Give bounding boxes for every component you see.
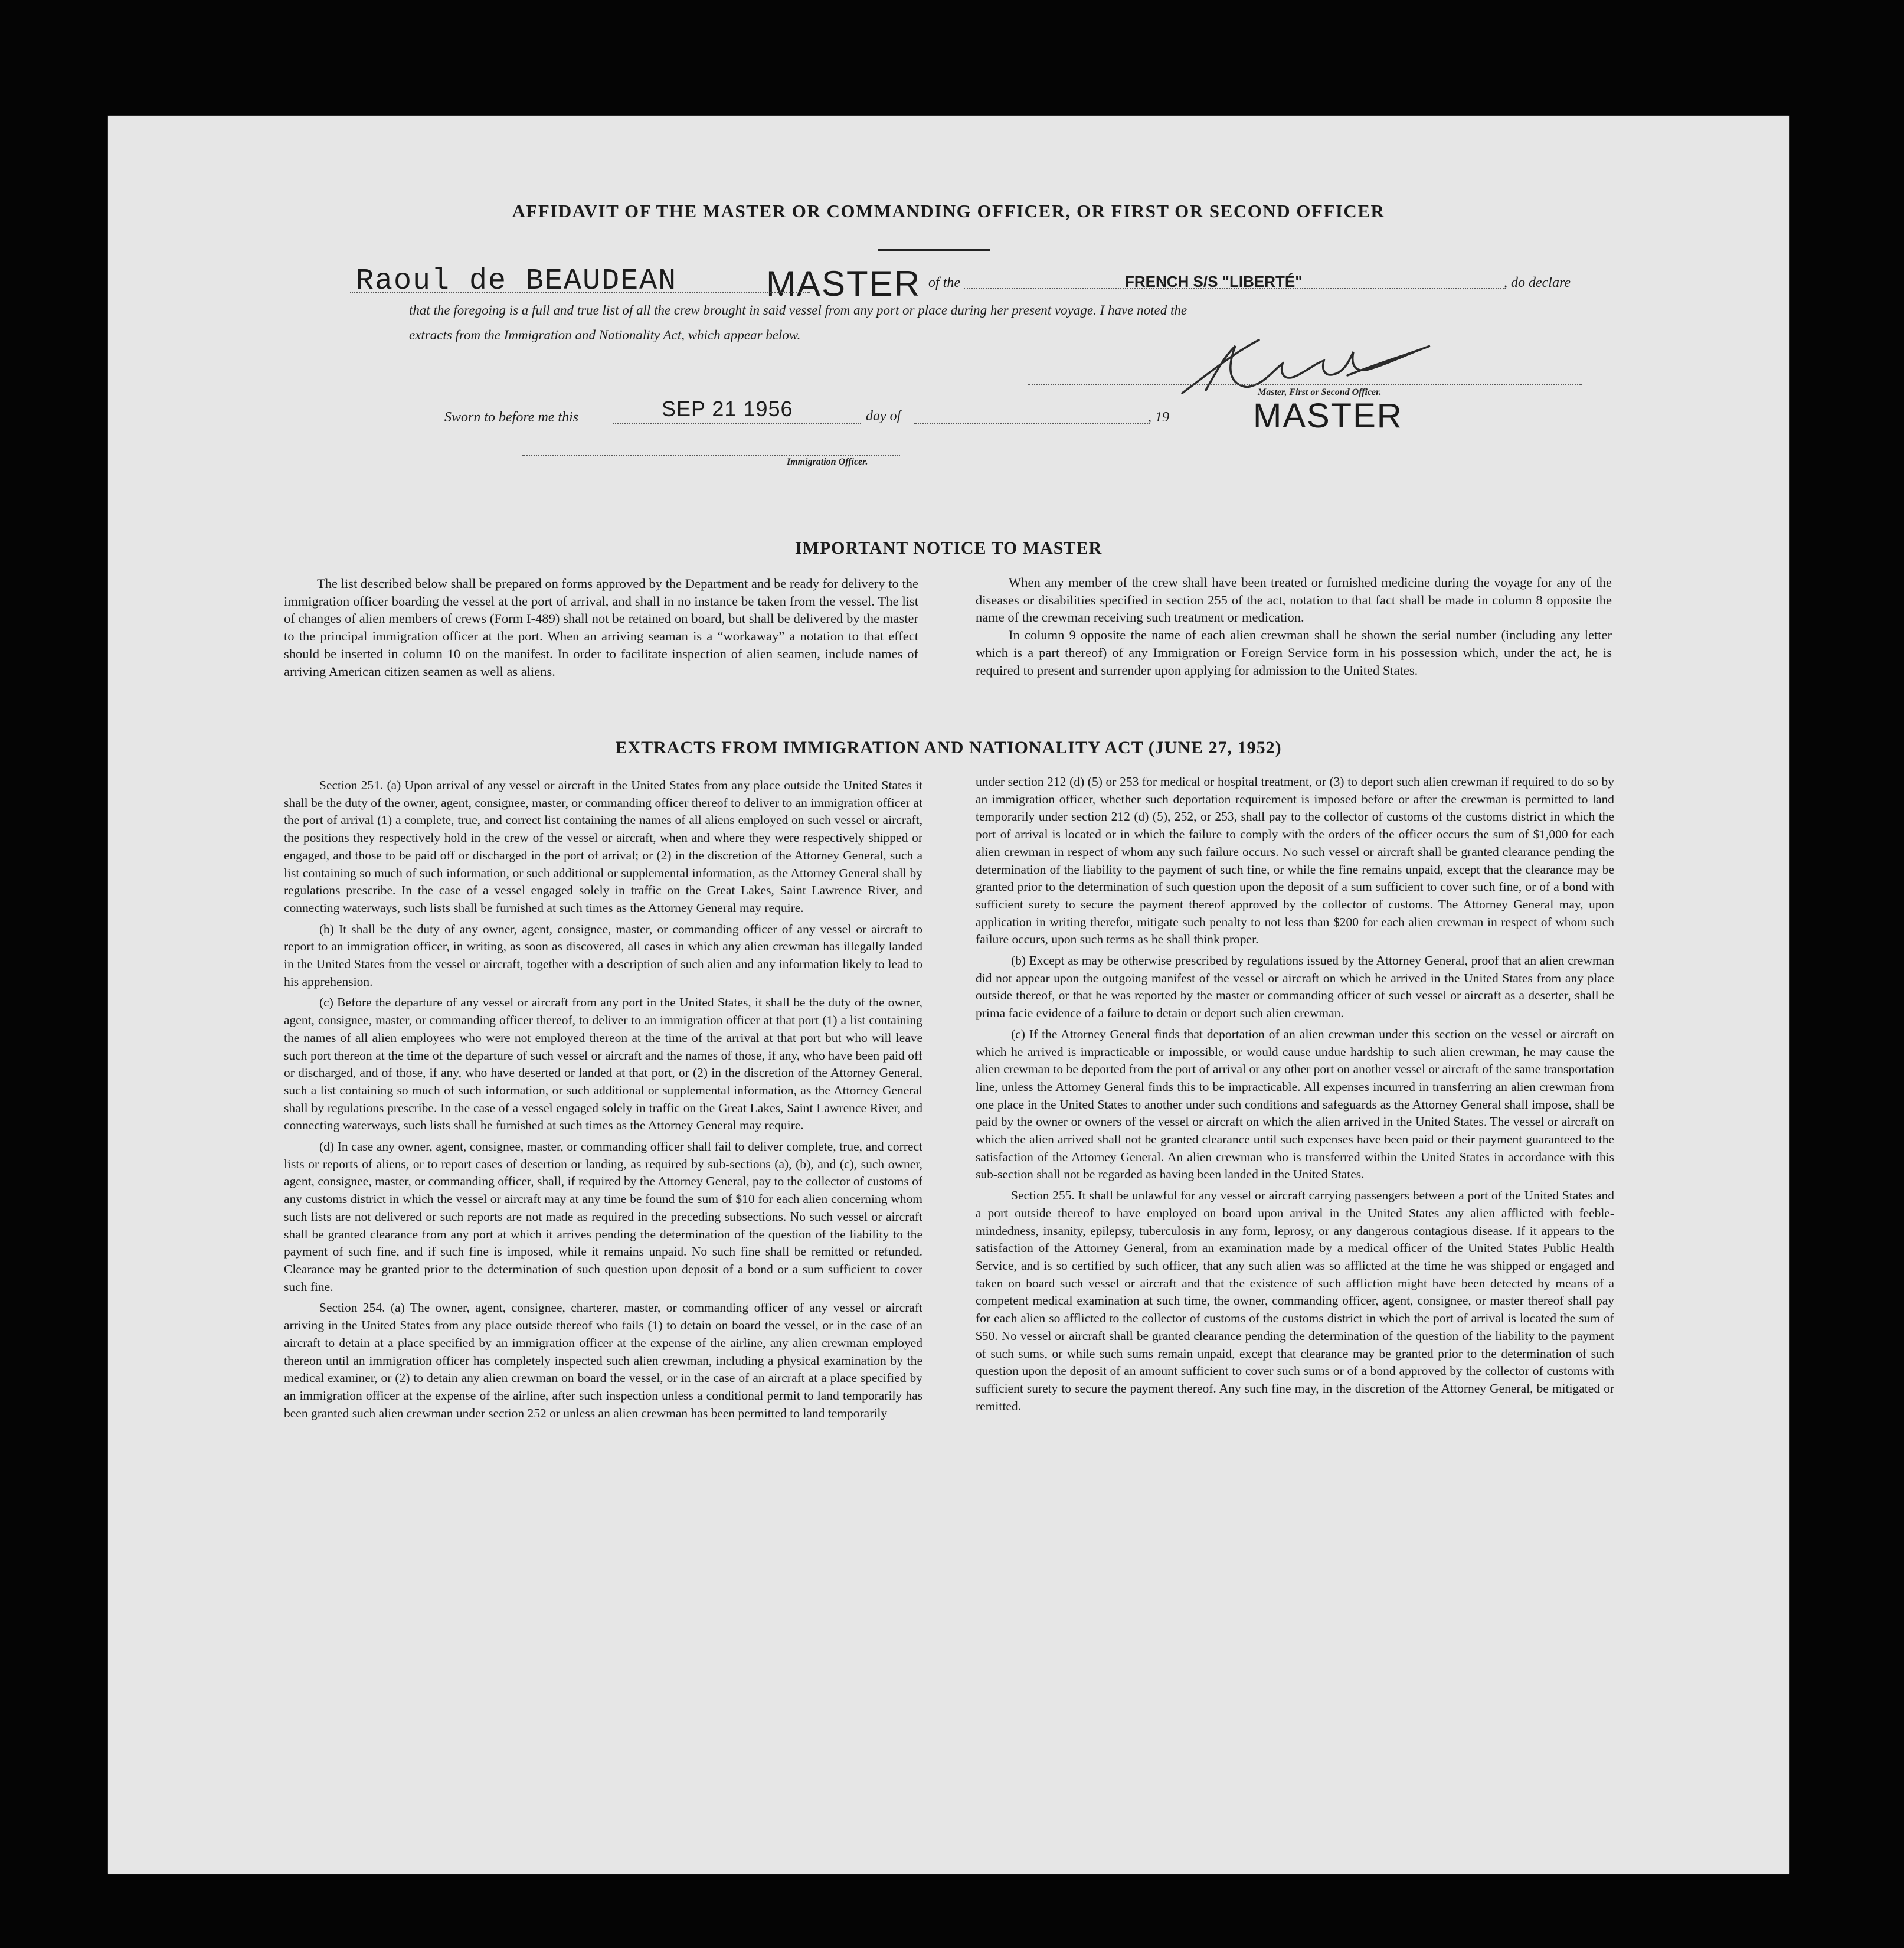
affidavit-title: AFFIDAVIT OF THE MASTER OR COMMANDING OFFICER, OR FIRST OR SECOND OFFICER <box>512 201 1385 221</box>
section-254c: (c) If the Attorney General finds that deportation of an alien crewman under this section on the vessel or aircraft on which he arrived is impracticable or impossible, or would cause undue hardship to such alien crewman, he may cause the alien crewman to be deported from the port of arrival or any other port on another vessel or aircraft of the same transportation line, unless the Attorney General finds this to be impracticable. All expenses incurred in transferring an alien crewman from one place in the United States to another under such conditions and safeguards as the Attorney General shall impose, shall be paid by the owner or owners of the vessel or aircraft on which the alien arrived in the United States. The vessel or aircraft on which the alien arrived shall not be granted clearance until such expenses have been paid or their payment guaranteed to the satisfaction of the Attorney General. An alien crewman who is transferred within the United States in accordance with this sub-section shall not be regarded as having been landed in the United States. <box>976 1027 1614 1182</box>
declaration-line-1: that the foregoing is a full and true list of all the crew brought in said vessel from any port or place during her present voyage. I have noted the <box>409 303 1187 318</box>
of-the-label: of the <box>928 275 960 290</box>
section-254a-continued: under section 212 (d) (5) or 253 for medical or hospital treatment, or (3) to deport such alien crewman if required to do so by an immigration officer, whether such deportation requirement is imposed before or after the crewman is permitted to land temporarily under section 212 (d) (5), 252, or 253, shall pay to the collector of customs of the customs district in which the port of arrival is located or in which the failure to comply with the orders of the officer occurs the sum of $1,000 for each alien crewman in respect of whom any such failure occurs. No such vessel or aircraft shall be granted clearance pending the determination of the liability to the payment of such fine, or while the fine remains unpaid, except that the clearance may be granted prior to the determination of such question upon the deposit of a sum sufficient to cover such fine, or of a bond with sufficient surety to secure the payment thereof approved by the collector of customs. The Attorney General may, upon application in writing therefor, mitigate such penalty to not less than $200 for each alien crewman in respect of whom such failure occurs, upon such terms as he shall think proper. <box>976 774 1614 947</box>
signature-caption: Master, First or Second Officer. <box>1258 387 1382 397</box>
notice-right-paragraph: When any member of the crew shall have been treated or furnished medicine during the voyage for any of the diseases or disabilities specified in section 255 of the act, notation to that fact shall be made in column 8 opposite the name of the crewman receiving such treatment or medication. <box>976 575 1612 625</box>
notice-right-paragraph: In column 9 opposite the name of each alien crewman shall be shown the serial number (including any letter which is a part thereof) of any Immigration or Foreign Service form in his possession which, under the act, he is required to present and surrender upon applying for admission to the United States. <box>976 627 1612 678</box>
section-255: Section 255. It shall be unlawful for any vessel or aircraft carrying passengers between a port of the United States and a port outside thereof to have employed on board upon arrival in the United States any alien afflicted with feeble-mindedness, insanity, epilepsy, tuberculosis in any form, leprosy, or any dangerous contagious disease. If it appears to the satisfaction of the Attorney General, from an examination made by a medical officer of the United States Public Health Service, and is so certified by such officer, that any such alien was so afflicted at the time he was shipped or engaged and taken on board such vessel or aircraft and that the existence of such affliction might have been detected by means of a competent medical examination at such time, the owner, commanding officer, agent, consignee, or master thereof shall pay for each alien so afflicted to the collector of customs of the customs district in which the port of arrival is located the sum of $50. No vessel or aircraft shall be granted clearance pending the determination of the question of the liability to the payment of such sums, or while such sums remain unpaid, except that clearance may be granted prior to the determination of such question upon the deposit of an amount sufficient to cover such sums or of a bond approved by the collector of customs with sufficient surety to secure the payment thereof. Any such fine may, in the discretion of the Attorney General, be mitigated or remitted. <box>976 1188 1614 1413</box>
month-line <box>914 423 1150 424</box>
extracts-left-column <box>284 777 922 1426</box>
officer-caption: Immigration Officer. <box>787 457 868 467</box>
section-251d: (d) In case any owner, agent, consignee, master, or commanding officer shall fail to deliver complete, true, and correct lists or reports of aliens, or to report cases of desertion or landing, as required by sub-sections (a), (b), and (c), such owner, agent, consignee, master, or commanding officer, shall, if required by the Attorney General, pay to the collector of customs of any customs district in which the vessel or aircraft may at any time be found the sum of $10 for each alien concerning whom such lists are not delivered or such reports are not made as required in the preceding subsections. No such vessel or aircraft shall be granted clearance from any port at which it arrives pending the determination of the question of the liability to the payment of such fine, and if such fine is imposed, while it remains unpaid. No such fine shall be remitted or refunded. Clearance may be granted prior to the determination of such question upon deposit of a bond or a sum sufficient to cover such fine. <box>284 1139 922 1294</box>
notice-left-paragraph: The list described below shall be prepared on forms approved by the Department and be ready for delivery to the immigration officer boarding the vessel at the port of arrival, and shall in no instance be taken from the vessel. The list of changes of alien members of crews (Form I-489) shall not be retained on board, but shall be delivered by the master to the principal immigration officer at the port. When an arriving seaman is a “workaway” a notation to that effect should be inserted in column 10 on the manifest. In order to facilitate inspection of alien seamen, include names of arriving American citizen seamen as well as aliens. <box>284 576 918 679</box>
sworn-date-line <box>613 423 861 424</box>
notice-heading: IMPORTANT NOTICE TO MASTER <box>794 538 1103 558</box>
extracts-right-column <box>976 773 1614 1418</box>
affidavit-document <box>108 116 1789 1874</box>
vessel-name: FRENCH S/S "LIBERTÉ" <box>1125 273 1303 290</box>
sworn-date: SEP 21 1956 <box>662 397 793 421</box>
title-divider <box>878 249 990 251</box>
section-251c: (c) Before the departure of any vessel or aircraft from any port in the United States, it shall be the duty of the owner, agent, consignee, master, or commanding officer thereof, to deliver to an immigration officer at that port (1) a list containing the names of all alien employees who were not employed thereon at the time of the arrival at that port but who will leave such port thereon at the time of the departure of such vessel or aircraft and the names of those, if any, who have been paid off or discharged, and of those, if any, who have deserted or landed at that port, or (2) in the discretion of the Attorney General, such a list containing so much of such information, or such additional or supplemental information, as the Attorney General shall by regulations prescribe. In the case of a vessel engaged solely in traffic on the Great Lakes, Saint Lawrence River, and connecting waterways, such lists shall be furnished at such times as the Attorney General may require. <box>284 995 922 1133</box>
do-declare-text: , do declare <box>1504 275 1571 290</box>
day-of-label: day of <box>866 408 901 424</box>
extracts-heading: EXTRACTS FROM IMMIGRATION AND NATIONALITY ACT (JUNE 27, 1952) <box>615 738 1282 757</box>
notice-left-column <box>284 575 918 680</box>
section-254b: (b) Except as may be otherwise prescribed by regulations issued by the Attorney General, proof that an alien crewman did not appear upon the outgoing manifest of the vessel or aircraft on which he arrived in the United States from any place outside thereof, or that he was reported by the master or commanding officer of such vessel or aircraft as a deserter, shall be prima facie evidence of a failure to detain or deport such alien crewman. <box>976 953 1614 1021</box>
section-251a: Section 251. (a) Upon arrival of any vessel or aircraft in the United States from any place outside the United States it shall be the duty of the owner, agent, consignee, master, or commanding officer thereof to deliver to an immigration officer at the port of arrival (1) a complete, true, and correct list containing the names of all aliens employed on such vessel or aircraft, the positions they respectively hold in the crew of the vessel or aircraft, when and where they were respectively shipped or engaged, and those to be paid off or discharged in the port of arrival; or (2) in the discretion of the Attorney General, such a list containing so much of such information, or such additional or supplemental information, as the Attorney General shall by regulations prescribe. In the case of a vessel engaged solely in traffic on the Great Lakes, Saint Lawrence River, and connecting waterways, such lists shall be furnished at such times as the Attorney General may require. <box>284 778 922 915</box>
signature-rank: MASTER <box>1253 397 1403 435</box>
notice-right-column <box>976 574 1612 679</box>
sworn-label: Sworn to before me this <box>444 410 579 425</box>
section-254a: Section 254. (a) The owner, agent, consignee, charterer, master, or commanding officer of any vessel or aircraft arriving in the United States from any place outside thereof who fails (1) to detain on board the vessel, or in the case of an aircraft to detain at a place specified by an immigration officer at the expense of the airline, any alien crewman employed thereon until an immigration officer has completely inspected such alien crewman, including a physical examination by the medical examiner, or (2) to detain any alien crewman on board the vessel, or in the case of an aircraft at a place specified by an immigration officer at the expense of the airline, after such inspection unless a conditional permit to land temporarily has been granted such alien crewman under section 252 or unless an alien crewman has been permitted to land temporarily <box>284 1300 922 1420</box>
rank-stamp: MASTER <box>766 264 921 303</box>
name-line <box>350 292 810 293</box>
officer-signature-line <box>522 455 900 456</box>
signature-line <box>1028 384 1582 385</box>
declaration-line-2: extracts from the Immigration and Nationality Act, which appear below. <box>409 328 801 342</box>
master-name: Raoul de BEAUDEAN <box>356 264 678 298</box>
section-251b: (b) It shall be the duty of any owner, agent, consignee, master, or commanding officer of any vessel or aircraft to report to an immigration officer, in writing, as soon as discovered, all cases in which any alien crewman has illegally landed in the United States from the vessel or aircraft, together with a description of such alien and any information likely to lead to his apprehension. <box>284 921 922 989</box>
year-prefix: , 19 <box>1148 410 1169 425</box>
